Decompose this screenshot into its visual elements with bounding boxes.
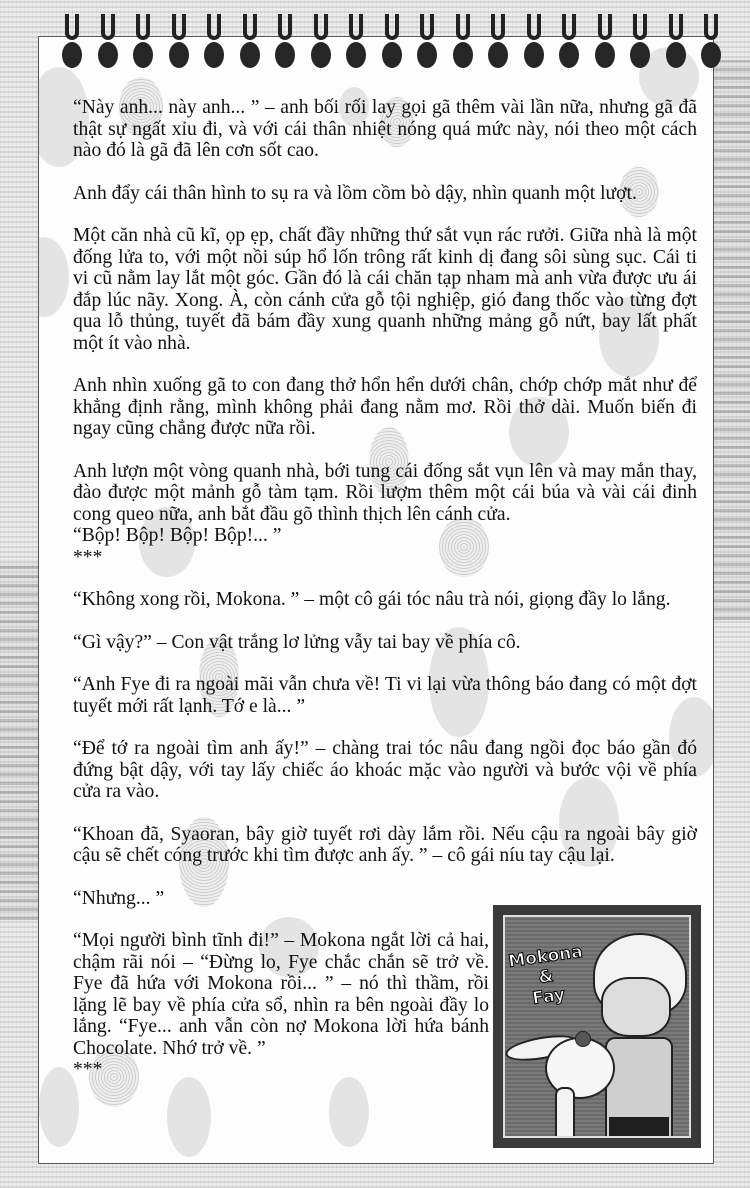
- ring-wire: [101, 14, 115, 40]
- illustration-frame: [503, 915, 691, 1138]
- ring-wire: [633, 14, 647, 40]
- paragraph: “Để tớ ra ngoài tìm anh ấy!” – chàng trai tóc nâu đang ngồi đọc báo gần đó đứng bật dậy, với tay lấy chiếc áo khoác mặc vào người và bước vội về phía cửa ra vào.: [73, 738, 697, 802]
- ring-hole: [559, 42, 579, 68]
- figure-pants: [609, 1117, 669, 1138]
- spiral-ring: [307, 12, 343, 64]
- sound-effect-line: “Bộp! Bộp! Bộp! Bộp!... ”: [73, 525, 282, 546]
- spiral-ring: [591, 12, 627, 64]
- spiral-ring: [165, 12, 201, 64]
- decorative-dot: [38, 237, 69, 317]
- ring-hole: [701, 42, 721, 68]
- spiral-binding: [58, 12, 733, 64]
- ring-wire: [136, 14, 150, 40]
- creature-ear-lower: [555, 1087, 575, 1138]
- ring-hole: [275, 42, 295, 68]
- ring-wire: [385, 14, 399, 40]
- ring-wire: [456, 14, 470, 40]
- ring-wire: [562, 14, 576, 40]
- paragraph: “Nhưng... ”: [73, 887, 165, 909]
- spiral-ring: [378, 12, 414, 64]
- ring-hole: [133, 42, 153, 68]
- ring-hole: [488, 42, 508, 68]
- ring-hole: [666, 42, 686, 68]
- paragraph: Một căn nhà cũ kĩ, ọp ẹp, chất đầy những thứ sắt vụn rác rưởi. Giữa nhà là một đống lửa to, với một nồi súp hổ lốn trông rất kinh dị đang sôi sùng sục. Cái ti vi cũ nằm lay lắt một góc. Gần đó là cái chăn tạp nham mà anh vừa được ưu ái đắp lúc nãy. Xong. À, còn cánh cửa gỗ tội nghiệp, gió đang thốc vào từng đợt qua lỗ thủng, tuyết đã bám đầy xung quanh những mảng gỗ nứt, bay lất phất một ít vào nhà.: [73, 225, 697, 354]
- ring-hole: [169, 42, 189, 68]
- scene-separator: ***: [73, 546, 103, 568]
- spiral-ring: [129, 12, 165, 64]
- ring-wire: [420, 14, 434, 40]
- spiral-ring: [236, 12, 272, 64]
- decorative-strip-left: [0, 560, 40, 920]
- ring-wire: [207, 14, 221, 40]
- paragraph: “Không xong rồi, Mokona. ” – một cô gái tóc nâu trà nói, giọng đầy lo lắng.: [73, 589, 671, 610]
- ring-wire: [349, 14, 363, 40]
- ring-hole: [346, 42, 366, 68]
- spiral-ring: [94, 12, 130, 64]
- illustration-caption: [507, 942, 585, 1011]
- ring-hole: [62, 42, 82, 68]
- spiral-ring: [200, 12, 236, 64]
- ring-wire: [598, 14, 612, 40]
- ring-hole: [204, 42, 224, 68]
- spiral-ring: [697, 12, 733, 64]
- creature-gem: [575, 1031, 591, 1047]
- ring-wire: [172, 14, 186, 40]
- caption-line: Fay: [531, 984, 567, 1009]
- ring-hole: [240, 42, 260, 68]
- spiral-ring: [555, 12, 591, 64]
- decorative-strip-right: [712, 60, 750, 620]
- paragraph: “Này anh... này anh... ” – anh bối rối lay gọi gã thêm vài lần nữa, nhưng gã đã thật sự ngất xỉu đi, và với cái thân nhiệt nóng quá mức này, nói theo một cách nào đó là gã đã lên cơn sốt cao.: [73, 97, 697, 161]
- spiral-ring: [520, 12, 556, 64]
- ring-wire: [669, 14, 683, 40]
- spiral-ring: [484, 12, 520, 64]
- spiral-ring: [342, 12, 378, 64]
- paragraph: “Khoan đã, Syaoran, bây giờ tuyết rơi dày lắm rồi. Nếu cậu ra ngoài bây giờ cậu sẽ chết cóng trước khi tìm được anh ấy. ” – cô gái níu tay cậu lại.: [73, 823, 697, 866]
- figure-face: [601, 977, 671, 1037]
- ring-wire: [243, 14, 257, 40]
- spiral-ring: [271, 12, 307, 64]
- paragraph: Anh đẩy cái thân hình to sụ ra và lồm cồm bò dậy, nhìn quanh một lượt.: [73, 182, 637, 204]
- paragraph: Anh nhìn xuống gã to con đang thở hổn hển dưới chân, chớp chớp mắt như để khẳng định rằng, mình không phải đang nằm mơ. Rồi thở dài. Muốn biến đi ngay cũng chẳng được nữa rồi.: [73, 375, 697, 439]
- paragraph: “Anh Fye đi ra ngoài mãi vẫn chưa về! Ti vi lại vừa thông báo đang có một đợt tuyết mới rất lạnh. Tớ e là... ”: [73, 674, 697, 717]
- paragraph: Anh lượn một vòng quanh nhà, bới tung cái đống sắt vụn lên và may mắn thay, đào được một mảnh gỗ tàm tạm. Rồi lượm thêm một cái búa và vài cái đinh cong queo nữa, anh bắt đầu gõ thình thịch lên cánh cửa.: [73, 460, 697, 525]
- spiral-ring: [626, 12, 662, 64]
- ring-hole: [382, 42, 402, 68]
- caption-line: Mokona: [507, 941, 584, 972]
- paragraph: “Mọi người bình tĩnh đi!” – Mokona ngắt lời cả hai, chậm rãi nói – “Đừng lo, Fye chắc chắn sẽ trở về. Fye đã hứa với Mokona rồi... ” – nó thì thầm, rồi lặng lẽ bay về phía cửa sổ, nhìn ra bên ngoài đầy lo lắng. “Fye... anh vẫn còn nợ Mokona lời hứa bánh Chocolate. Nhớ trở về. ”: [73, 930, 489, 1059]
- ring-hole: [98, 42, 118, 68]
- ring-hole: [453, 42, 473, 68]
- caption-ampersand: &: [537, 966, 555, 988]
- ring-hole: [595, 42, 615, 68]
- ring-hole: [630, 42, 650, 68]
- ring-hole: [524, 42, 544, 68]
- ring-wire: [65, 14, 79, 40]
- spiral-ring: [662, 12, 698, 64]
- ring-wire: [704, 14, 718, 40]
- ring-wire: [278, 14, 292, 40]
- ring-wire: [491, 14, 505, 40]
- spiral-ring: [413, 12, 449, 64]
- illustration-mokona-fay: [493, 905, 701, 1148]
- ring-wire: [527, 14, 541, 40]
- paragraph: “Gì vậy?” – Con vật trắng lơ lửng vẫy tai bay về phía cô.: [73, 631, 521, 653]
- notebook-paper: [38, 36, 714, 1164]
- ring-hole: [311, 42, 331, 68]
- scene-separator: ***: [73, 1059, 103, 1080]
- ring-wire: [314, 14, 328, 40]
- spiral-ring: [449, 12, 485, 64]
- ring-hole: [417, 42, 437, 68]
- spiral-ring: [58, 12, 94, 64]
